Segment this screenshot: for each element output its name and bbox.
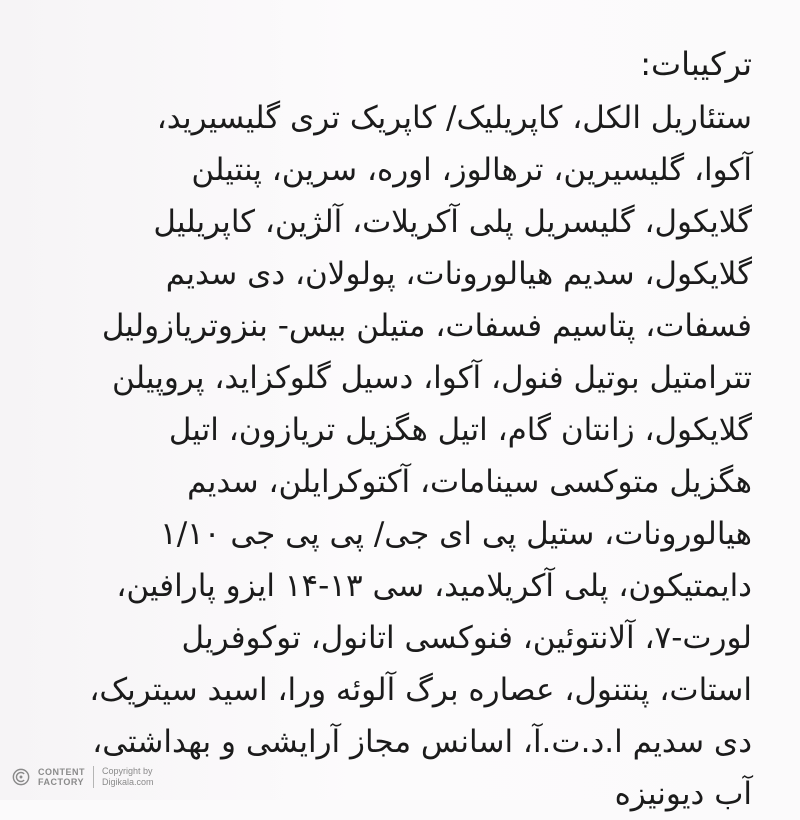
watermark-copy-line2: Digikala.com xyxy=(102,777,154,787)
ingredient-line: آکوا، گلیسیرین، ترهالوز، اوره، سرین، پنتیلن xyxy=(191,152,752,188)
watermark-divider xyxy=(93,766,94,788)
ingredient-line: لورت-۷، آلانتوئین، فنوکسی اتانول، توکوفریل xyxy=(181,620,752,656)
content-factory-logo-icon xyxy=(12,768,30,786)
ingredient-line: گلایکول، گلیسریل پلی آکریلات، آلژین، کاپریلیل xyxy=(153,204,752,240)
ingredient-line: هیالورونات، ستیل پی ای جی/ پی پی جی ۱/۱۰ xyxy=(160,516,752,552)
ingredient-line: گلایکول، سدیم هیالورونات، پولولان، دی سدیم xyxy=(165,256,752,292)
ingredient-line: استات، پنتنول، عصاره برگ آلوئه ورا، اسید سیتریک، xyxy=(89,672,752,708)
ingredient-line: تترامتیل بوتیل فنول، آکوا، دسیل گلوکزاید، پروپیلن xyxy=(111,360,752,396)
ingredient-line: آب دیونیزه xyxy=(614,776,752,812)
watermark xyxy=(12,766,154,788)
watermark-brand-line1: CONTENT xyxy=(38,767,85,777)
ingredient-line: گلایکول، زانتان گام، اتیل هگزیل تریازون، اتیل xyxy=(168,412,752,448)
ingredients-block xyxy=(32,42,752,820)
watermark-brand-line2: FACTORY xyxy=(38,777,85,787)
ingredient-line: دی سدیم ا.د.ت.آ، اسانس مجاز آرایشی و بهداشتی، xyxy=(92,724,752,760)
watermark-copy-line1: Copyright by xyxy=(102,766,153,776)
watermark-copyright xyxy=(102,766,154,788)
ingredient-line: فسفات، پتاسیم فسفات، متیلن بیس- بنزوتریازولیل xyxy=(101,308,752,344)
ingredient-line: هگزیل متوکسی سینامات، آکتوکرایلن، سدیم xyxy=(187,464,752,500)
ingredients-title: ترکیبات: xyxy=(640,45,752,83)
watermark-brand xyxy=(38,767,85,787)
ingredient-line: دایمتیکون، پلی آکریلامید، سی ۱۳-۱۴ ایزو پارافین، xyxy=(116,568,752,604)
ingredient-line: ستئاریل الکل، کاپریلیک/ کاپریک تری گلیسیرید، xyxy=(156,100,752,136)
